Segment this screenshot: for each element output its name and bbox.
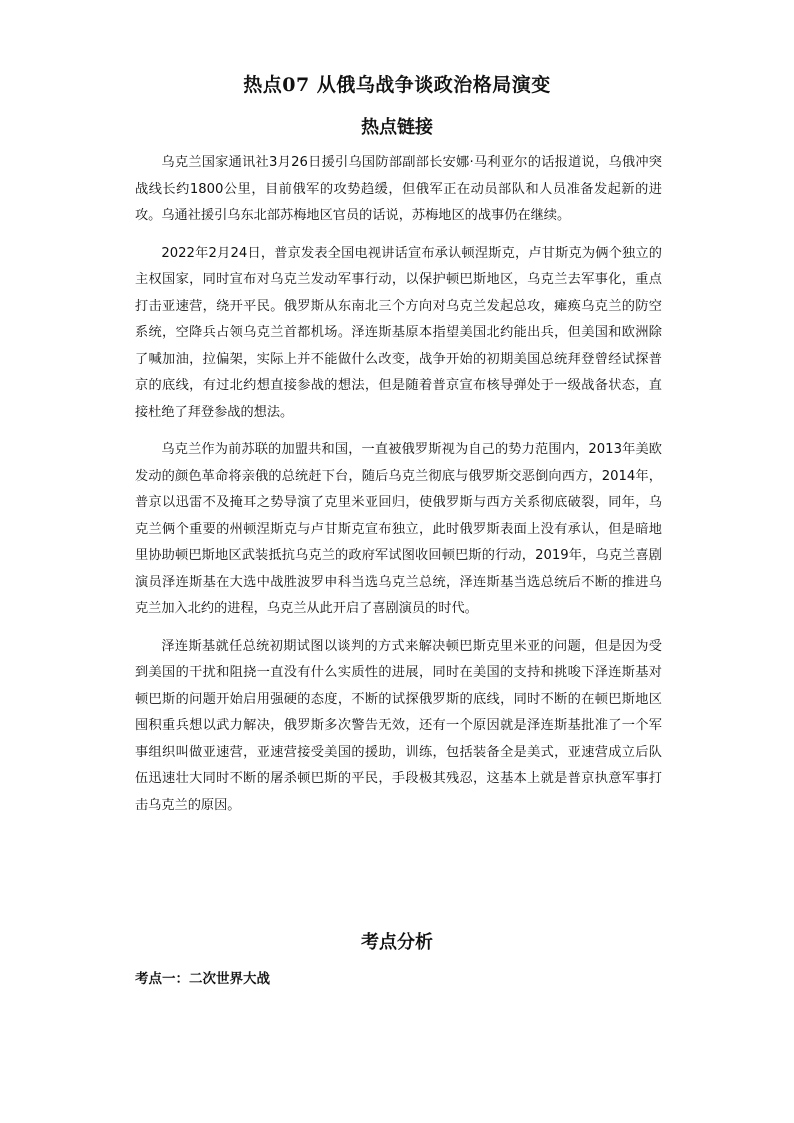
article-body bbox=[135, 150, 662, 830]
document-title: 热点07 从俄乌战争谈政治格局演变 bbox=[243, 74, 551, 96]
analysis-heading: 考点分析 bbox=[361, 932, 433, 953]
paragraph-3: 乌克兰作为前苏联的加盟共和国，一直被俄罗斯视为自己的势力范围内，2013年美欧发动的颜色革命将亲俄的总统赶下台，随后乌克兰彻底与俄罗斯交恶倒向西方，2014年，普京以迅雷不及掩耳之势导演了克里米亚回归，使俄罗斯与西方关系彻底破裂，同年，乌克兰俩个重要的州顿涅斯克与卢甘斯克宣布独立，此时俄罗斯表面上没有承认，但是暗地里协助顿巴斯地区武装抵抗乌克兰的政府军试图收回顿巴斯的行动，2019年，乌克兰喜剧演员泽连斯基在大选中战胜波罗申科当选乌克兰总统，泽连斯基当选总统后不断的推进乌克兰加入北约的进程，乌克兰从此开启了喜剧演员的时代。 bbox=[135, 442, 662, 616]
paragraph-4: 泽连斯基就任总统初期试图以谈判的方式来解决顿巴斯克里米亚的问题，但是因为受到美国的干扰和阻挠一直没有什么实质性的进展，同时在美国的支持和挑唆下泽连斯基对顿巴斯的问题开始启用强硬的态度，不断的试探俄罗斯的底线，同时不断的在顿巴斯地区囤积重兵想以武力解决，俄罗斯多次警告无效，还有一个原因就是泽连斯基批准了一个军事组织叫做亚速营，亚速营接受美国的援助，训练，包括装备全是美式，亚速营成立后队伍迅速壮大同时不断的屠杀顿巴斯的平民，手段极其残忍，这基本上就是普京执意军事打击乌克兰的原因。 bbox=[135, 638, 662, 813]
hot-link-heading: 热点链接 bbox=[361, 117, 433, 138]
point-one-heading: 考点一：二次世界大战 bbox=[135, 971, 270, 987]
paragraph-1: 乌克兰国家通讯社3月26日援引乌国防部副部长安娜·马利亚尔的话报道说，乌俄冲突战线长约1800公里，目前俄军的攻势趋缓，但俄军正在动员部队和人员准备发起新的进攻。乌通社援引乌东北部苏梅地区官员的话说，苏梅地区的战事仍在继续。 bbox=[135, 155, 662, 223]
paragraph-2: 2022年2月24日，普京发表全国电视讲话宣布承认顿涅斯克，卢甘斯克为俩个独立的主权国家，同时宣布对乌克兰发动军事行动，以保护顿巴斯地区，乌克兰去军事化，重点打击亚速营，绕开平民。俄罗斯从东南北三个方向对乌克兰发起总攻，瘫痪乌克兰的防空系统，空降兵占领乌克兰首都机场。泽连斯基原本指望美国北约能出兵，但美国和欧洲除了喊加油，拉偏架，实际上并不能做什么改变，战争开始的初期美国总统拜登曾经试探普京的底线，有过北约想直接参战的想法，但是随着普京宣布核导弹处于一级战备状态，直接杜绝了拜登参战的想法。 bbox=[135, 245, 662, 420]
